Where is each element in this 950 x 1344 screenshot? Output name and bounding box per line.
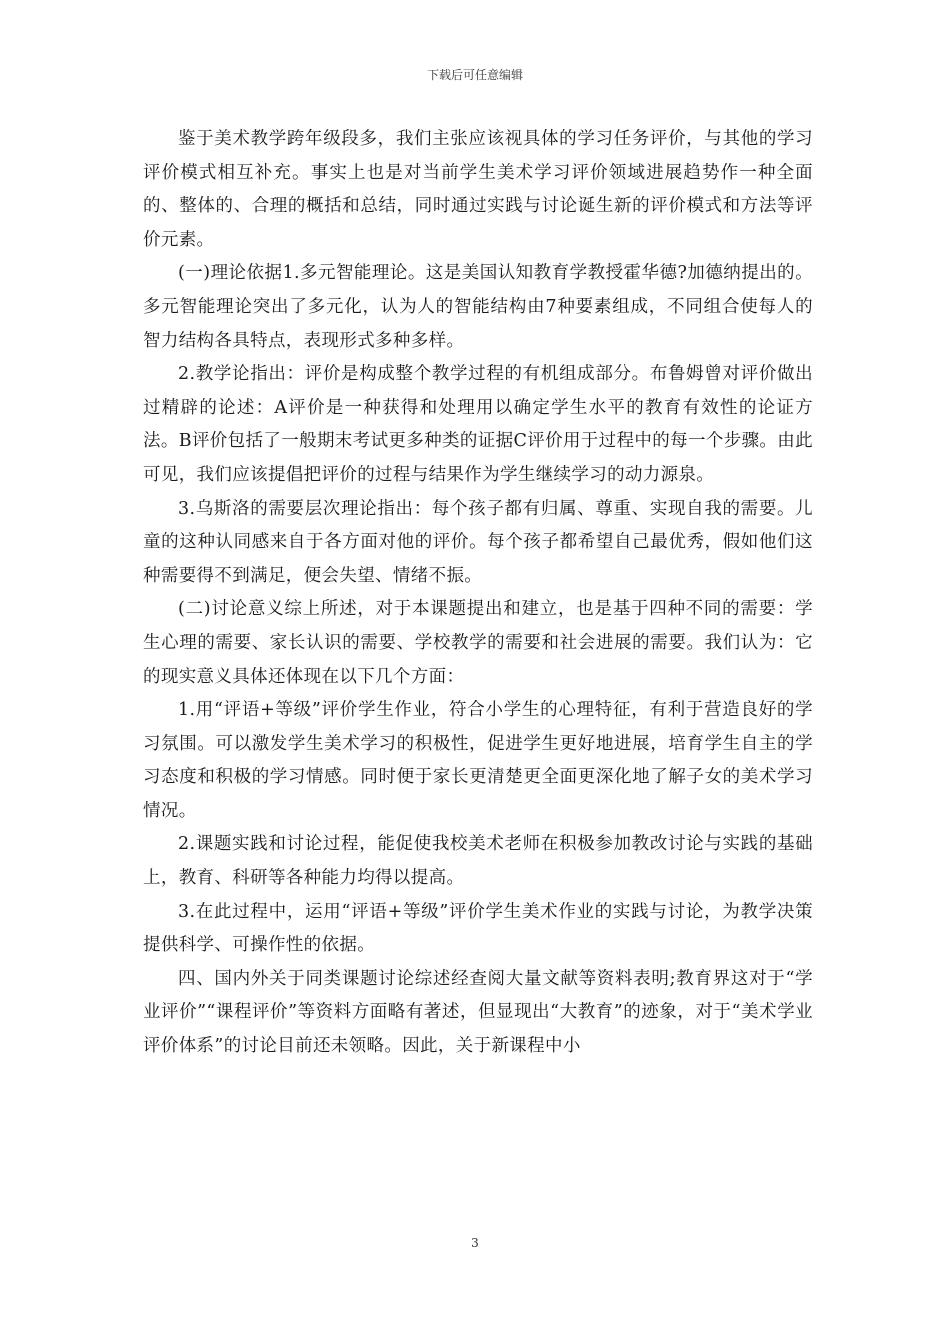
paragraph-7: 2.课题实践和讨论过程，能促使我校美术老师在积极参加教改讨论与实践的基础上，教育、科研等各种能力均得以提高。 (143, 834, 813, 889)
paragraph-2: (一)理论依据1.多元智能理论。这是美国认知教育学教授霍华德?加德纳提出的。多元智能理论突出了多元化，认为人的智能结构由7种要素组成，不同组合使每人的智力结构各具特点，表现形式多种多样。 (143, 263, 813, 351)
page-number: 3 (471, 1236, 479, 1250)
page-header: 下载后可任意编辑 (426, 68, 523, 82)
paragraph-1: 鉴于美术教学跨年级段多，我们主张应该视具体的学习任务评价，与其他的学习评价模式相互补充。事实上也是对当前学生美术学习评价领域进展趋势作一种全面的、整体的、合理的概括和总结，同时通过实践与讨论诞生新的评价模式和方法等评价元素。 (143, 129, 813, 250)
paragraph-8: 3.在此过程中，运用“评语+等级”评价学生美术作业的实践与讨论，为教学决策提供科学、可操作性的依据。 (143, 901, 813, 956)
paragraph-6: 1.用“评语+等级”评价学生作业，符合小学生的心理特征，有利于营造良好的学习氛围。可以激发学生美术学习的积极性，促进学生更好地进展，培育学生自主的学习态度和积极的学习情感。同时便于家长更清楚更全面更深化地了解子女的美术学习情况。 (143, 700, 813, 821)
paragraph-5: (二)讨论意义综上所述，对于本课题提出和建立，也是基于四种不同的需要：学生心理的需要、家长认识的需要、学校教学的需要和社会进展的需要。我们认为：它的现实意义具体还体现在以下几个方面： (143, 599, 813, 687)
paragraph-3: 2.教学论指出：评价是构成整个教学过程的有机组成部分。布鲁姆曾对评价做出过精辟的论述：A评价是一种获得和处理用以确定学生水平的教育有效性的论证方法。B评价包括了一般期末考试更多种类的证据C评价用于过程中的每一个步骤。由此可见，我们应该提倡把评价的过程与结果作为学生继续学习的动力源泉。 (143, 364, 813, 485)
paragraph-4: 3.乌斯洛的需要层次理论指出：每个孩子都有归属、尊重、实现自我的需要。儿童的这种认同感来自于各方面对他的评价。每个孩子都希望自己最优秀，假如他们这种需要得不到满足，便会失望、情绪不振。 (143, 498, 813, 586)
paragraph-9: 四、国内外关于同类课题讨论综述经查阅大量文献等资料表明;教育界这对于“学业评价”“课程评价”等资料方面略有著述，但显现出“大教育”的迹象，对于“美术学业评价体系”的讨论目前还未领略。因此，关于新课程中小 (143, 968, 813, 1057)
document-body (143, 123, 813, 1064)
